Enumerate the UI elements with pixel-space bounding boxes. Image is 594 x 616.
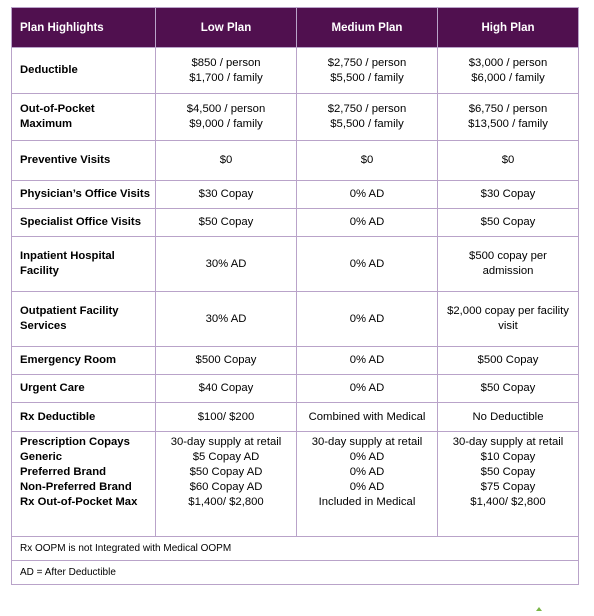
plan-highlights-table <box>11 7 579 585</box>
high-plan-cell <box>438 237 579 292</box>
low-plan-cell <box>156 292 297 347</box>
cell-text: $50 Copay <box>198 216 254 228</box>
table-row <box>12 209 579 237</box>
medium-plan-cell <box>297 375 438 403</box>
cell-text: $75 Copay <box>480 481 536 493</box>
high-plan-cell <box>438 375 579 403</box>
cell-text: 0% AD <box>349 312 385 325</box>
row-label <box>12 94 156 141</box>
cell-text: $40 Copay <box>198 382 254 394</box>
table-row <box>12 141 579 181</box>
cell-text: Deductible <box>20 64 78 76</box>
cell-text: Preferred Brand <box>20 466 107 478</box>
cell-text: Included in Medical <box>318 496 416 508</box>
row-label <box>12 432 156 537</box>
cell-text: $1,400/ $2,800 <box>470 496 546 508</box>
medium-plan-cell <box>297 94 438 141</box>
medium-plan-cell <box>297 403 438 432</box>
low-plan-cell <box>156 347 297 375</box>
footnote-text: AD = After Deductible <box>12 561 579 585</box>
table-row <box>12 237 579 292</box>
footnote-text: Rx OOPM is not Integrated with Medical OOPM <box>12 537 579 561</box>
table-row <box>12 375 579 403</box>
cell-text: $0 <box>219 154 233 166</box>
medium-plan-cell <box>297 347 438 375</box>
cell-text: 0% AD <box>349 466 385 478</box>
cell-text: $500 Copay <box>477 354 539 366</box>
high-plan-cell <box>438 48 579 94</box>
medium-plan-cell <box>297 432 438 537</box>
cell-text: $5 Copay AD <box>192 451 260 463</box>
cell-text: $2,750 / person <box>327 56 407 69</box>
cell-text: $850 / person <box>191 56 261 69</box>
cell-text: Maximum <box>20 118 73 130</box>
cell-text: $100/ $200 <box>197 410 255 423</box>
cell-text: Inpatient Hospital <box>20 250 115 262</box>
cell-text: $50 Copay <box>480 466 536 478</box>
cell-text: $2,750 / person <box>327 103 407 115</box>
high-plan-cell <box>438 94 579 141</box>
medium-plan-cell <box>297 209 438 237</box>
cell-text: 0% AD <box>349 481 385 493</box>
high-plan-cell <box>438 292 579 347</box>
low-plan-cell <box>156 181 297 209</box>
leaf-icon <box>535 606 543 612</box>
row-label <box>12 292 156 347</box>
low-plan-cell <box>156 403 297 432</box>
cell-text: 0% AD <box>349 382 385 394</box>
cell-text: $50 Copay AD <box>189 466 263 478</box>
low-plan-cell <box>156 94 297 141</box>
low-plan-cell <box>156 375 297 403</box>
row-label <box>12 209 156 237</box>
cell-text: 0% AD <box>349 188 385 200</box>
low-plan-cell <box>156 141 297 181</box>
high-plan-cell <box>438 141 579 181</box>
cell-text: 0% AD <box>349 257 385 270</box>
cell-text: 30-day supply at retail <box>170 436 282 448</box>
cell-text: $6,750 / person <box>468 103 548 115</box>
cell-text: Rx Deductible <box>20 410 96 423</box>
cell-text: $50 Copay <box>480 382 536 394</box>
medium-plan-cell <box>297 48 438 94</box>
cell-text: 30-day supply at retail <box>311 436 423 448</box>
cell-text: 30-day supply at retail <box>452 436 564 448</box>
cell-text: Non-Preferred Brand <box>20 481 132 493</box>
footnote-row <box>12 561 579 585</box>
row-label <box>12 141 156 181</box>
cell-text: Generic <box>20 451 63 463</box>
cell-text: Physician’s Office Visits <box>20 188 150 200</box>
low-plan-cell <box>156 209 297 237</box>
footnote-row <box>12 537 579 561</box>
cell-text: 0% AD <box>349 216 385 228</box>
cell-text: visit <box>498 320 518 332</box>
cell-text: Combined with Medical <box>308 410 426 423</box>
low-plan-cell <box>156 48 297 94</box>
cell-text: Services <box>20 320 67 332</box>
cell-text: admission <box>482 265 534 277</box>
cell-text: Out-of-Pocket <box>20 103 95 115</box>
medium-plan-cell <box>297 292 438 347</box>
table-header-row <box>12 8 579 48</box>
cell-text: 0% AD <box>349 354 385 366</box>
cell-text: $13,500 / family <box>468 118 548 130</box>
row-label <box>12 48 156 94</box>
cell-text: $0 <box>360 154 374 166</box>
cell-text: $10 Copay <box>480 451 536 463</box>
table-row <box>12 347 579 375</box>
low-plan-cell <box>156 432 297 537</box>
cell-text: $6,000 / family <box>471 71 545 84</box>
table-row <box>12 94 579 141</box>
cell-text: 30% AD <box>205 312 247 325</box>
row-label <box>12 375 156 403</box>
low-plan-cell <box>156 237 297 292</box>
high-plan-cell <box>438 209 579 237</box>
cell-text: $5,500 / family <box>330 118 404 130</box>
row-label <box>12 181 156 209</box>
table-row <box>12 48 579 94</box>
row-label <box>12 403 156 432</box>
cell-text: Facility <box>20 265 59 277</box>
cell-text: $5,500 / family <box>330 71 404 84</box>
table-row <box>12 292 579 347</box>
cell-text: Emergency Room <box>20 354 117 366</box>
medium-plan-cell <box>297 181 438 209</box>
cell-text: $2,000 copay per facility <box>447 305 569 317</box>
cell-text: No Deductible <box>472 410 544 423</box>
cell-text: $3,000 / person <box>468 56 548 69</box>
row-label <box>12 347 156 375</box>
header-plan-highlights: Plan Highlights <box>12 8 156 48</box>
header-medium-plan: Medium Plan <box>297 8 438 48</box>
cell-text: $1,700 / family <box>189 71 263 84</box>
cell-text: Outpatient Facility <box>20 305 119 317</box>
table-row <box>12 432 579 537</box>
cell-text: $30 Copay <box>480 188 536 200</box>
cell-text: $500 copay per <box>469 250 547 262</box>
high-plan-cell <box>438 403 579 432</box>
high-plan-cell <box>438 432 579 537</box>
row-label <box>12 237 156 292</box>
cell-text: $1,400/ $2,800 <box>188 496 264 508</box>
high-plan-cell <box>438 347 579 375</box>
cell-text: 0% AD <box>349 451 385 463</box>
cell-text: $30 Copay <box>198 188 254 200</box>
cell-text: $60 Copay AD <box>189 481 263 493</box>
table-row <box>12 403 579 432</box>
cell-text: Urgent Care <box>20 382 85 394</box>
cell-text: Prescription Copays <box>20 436 130 448</box>
header-high-plan: High Plan <box>438 8 579 48</box>
medium-plan-cell <box>297 141 438 181</box>
high-plan-cell <box>438 181 579 209</box>
header-low-plan: Low Plan <box>156 8 297 48</box>
cell-text: Rx Out-of-Pocket Max <box>20 496 138 508</box>
cell-text: $9,000 / family <box>189 118 263 130</box>
cell-text: $0 <box>501 154 515 166</box>
cell-text: 30% AD <box>205 257 247 270</box>
cell-text: $50 Copay <box>480 216 536 228</box>
cell-text: $4,500 / person <box>186 103 266 115</box>
cell-text: $500 Copay <box>195 354 257 366</box>
cell-text: Preventive Visits <box>20 154 111 166</box>
table-row <box>12 181 579 209</box>
cell-text: Specialist Office Visits <box>20 216 141 228</box>
medium-plan-cell <box>297 237 438 292</box>
